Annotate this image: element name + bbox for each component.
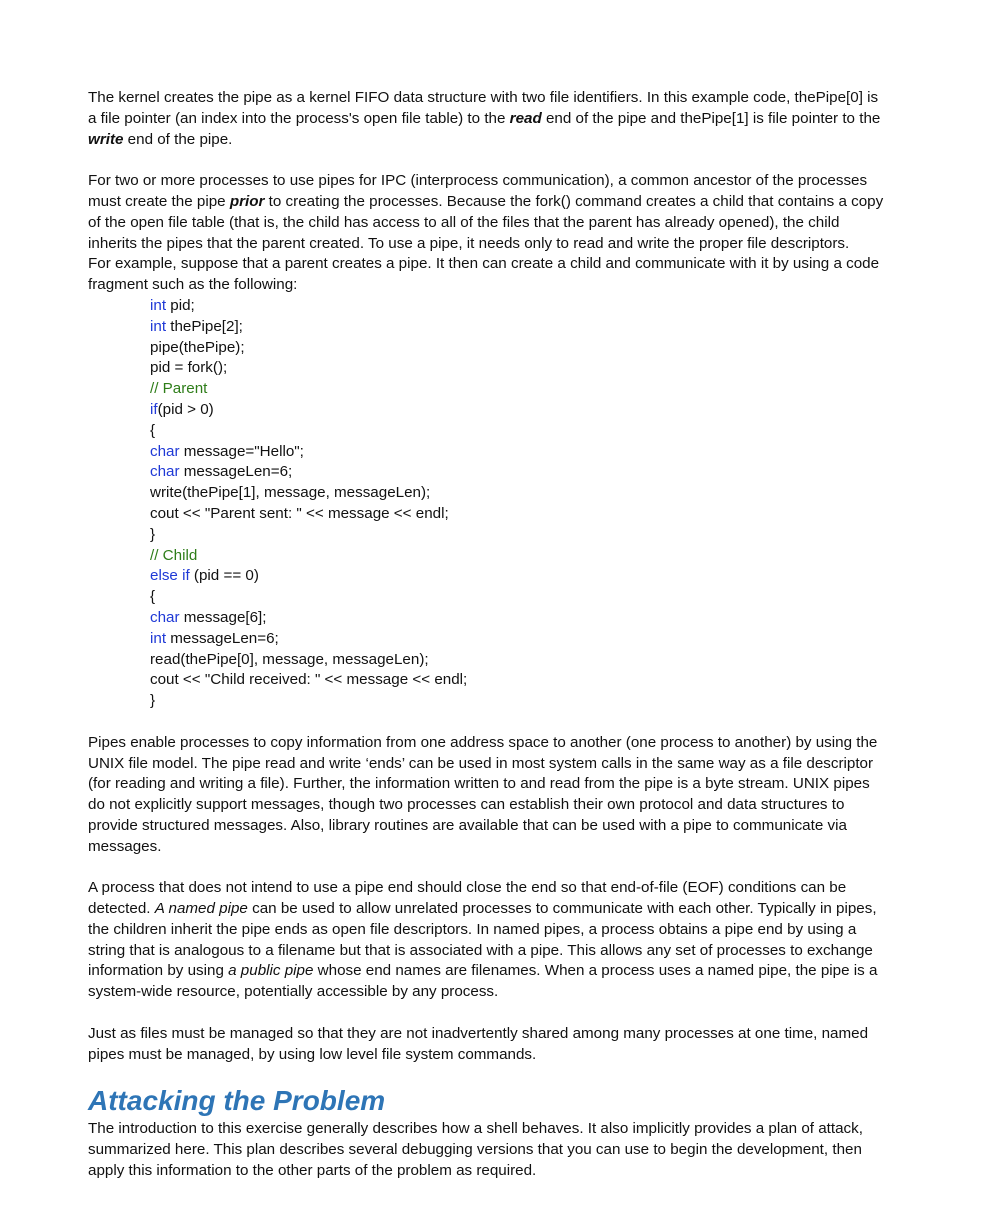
code-comment: // Child (150, 546, 198, 564)
paragraph-gap (88, 1003, 888, 1024)
code-line: cout << "Parent sent: " << message << endl; (150, 504, 449, 522)
paragraph-gap (88, 150, 888, 171)
code-line: pipe(thePipe); (150, 338, 245, 356)
code-line: int thePipe[2]; (150, 317, 243, 335)
paragraph-gap (88, 712, 888, 733)
emphasis-public-pipe: a public pipe (228, 962, 314, 980)
code-block (150, 296, 888, 712)
paragraph-attack-plan: The introduction to this exercise generally describes how a shell behaves. It also implicitly provides a plan of attack, summarized here. This plan describes several debugging versions that you can use to begin the development, then apply this information to the other parts of the problem as required. (88, 1120, 863, 1180)
code-line: pid = fork(); (150, 359, 228, 377)
code-line: { (150, 588, 156, 606)
paragraph-gap (88, 857, 888, 878)
code-line: char message[6]; (150, 608, 267, 626)
code-line: } (150, 525, 156, 543)
section-heading: Attacking the Problem (88, 1085, 386, 1117)
emphasis-prior: prior (229, 192, 265, 210)
code-line: write(thePipe[1], message, messageLen); (150, 484, 431, 502)
code-line: char messageLen=6; (150, 463, 293, 481)
document-page (88, 88, 888, 1182)
emphasis-read: read (509, 109, 542, 127)
code-line: read(thePipe[0], message, messageLen); (150, 650, 429, 668)
code-line: cout << "Child received: " << message << endl; (150, 671, 468, 689)
code-comment: // Parent (150, 380, 208, 398)
paragraph-managed: Just as files must be managed so that they are not inadvertently shared among many processes at one time, named pipes must be managed, by using low level file system commands. (88, 1024, 869, 1063)
paragraph-pipes-enable: Pipes enable processes to copy information from one address space to another (one process to another) by using the UNIX file model. The pipe read and write ‘ends’ can be used in most system calls in the same way as a file descriptor (for reading and writing a file). Further, the information written to and read from the pipe is a byte stream. UNIX pipes do not explicitly support messages, though two processes can establish their own protocol and data structures to provide structured messages. Also, library routines are available that can be used with a pipe to communicate via messages. (88, 733, 878, 855)
code-line: char message="Hello"; (150, 442, 304, 460)
code-line: { (150, 421, 156, 439)
code-line: int pid; (150, 296, 195, 314)
emphasis-named-pipe: A named pipe (154, 900, 248, 918)
code-line: if(pid > 0) (150, 400, 214, 418)
code-line: else if (pid == 0) (150, 567, 259, 585)
paragraph-example-intro: For example, suppose that a parent creates a pipe. It then can create a child and communicate with it by using a code fragment such as the following: (88, 255, 880, 294)
paragraph-pipe-kernel: The kernel creates the pipe as a kernel FIFO data structure with two file identifiers. In this example code, thePipe[0] is a file pointer (an index into the process's open file table) to the read end of the pipe and thePipe[1] is file pointer to the write end of the pipe. (88, 89, 881, 148)
paragraph-named-pipe: A process that does not intend to use a pipe end should close the end so that end-of-file (EOF) conditions can be detected. A named pipe can be used to allow unrelated processes to communicate with each other. Typically in pipes, the children inherit the pipe ends as open file descriptors. In named pipes, a process obtains a pipe end by using a string that is analogous to a filename but that is associated with a pipe. This allows any set of processes to exchange information by using a public pipe whose end names are filenames. When a process uses a named pipe, the pipe is a system-wide resource, potentially accessible by any process. (88, 879, 878, 1001)
code-line: } (150, 692, 156, 710)
code-line: int messageLen=6; (150, 629, 279, 647)
paragraph-ipc: For two or more processes to use pipes for IPC (interprocess communication), a common ancestor of the processes must create the pipe prior to creating the processes. Because the fork() command creates a child that contains a copy of the open file table (that is, the child has access to all of the files that the parent has already opened), the child inherits the pipes that the parent created. To use a pipe, it needs only to read and write the proper file descriptors. (88, 172, 884, 252)
emphasis-write: write (88, 130, 124, 148)
